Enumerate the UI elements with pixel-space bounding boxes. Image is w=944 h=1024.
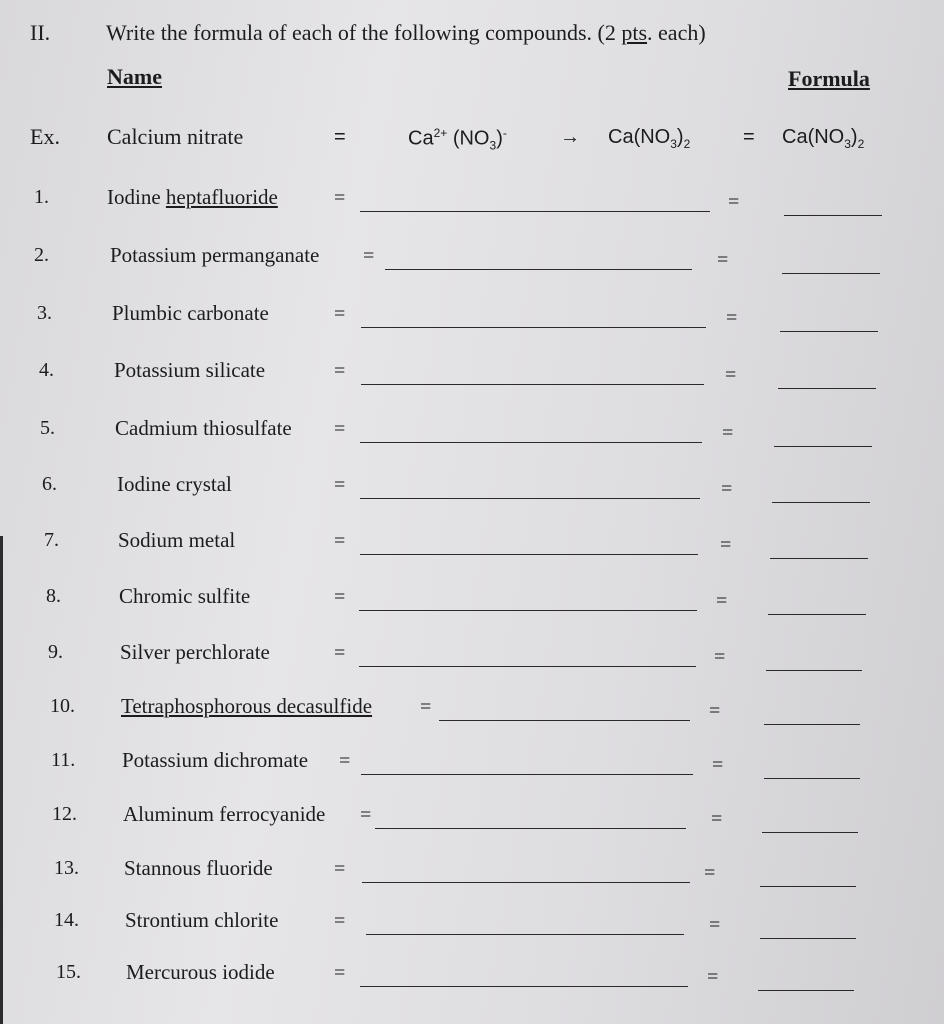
answer-blank[interactable]: [360, 986, 688, 987]
section-number: II.: [30, 20, 51, 45]
example-name: Calcium nitrate: [107, 124, 244, 149]
equals-sign: =: [420, 696, 432, 718]
equals-sign: =: [721, 478, 733, 500]
formula-blank[interactable]: [760, 938, 856, 939]
compound-name: Iodine heptafluoride: [107, 185, 278, 209]
formula-blank[interactable]: [778, 388, 876, 389]
formula-blank[interactable]: [762, 832, 858, 833]
equals-sign: =: [334, 910, 346, 932]
example-final-formula: $Ca(NO_3)_2$: [782, 126, 865, 151]
equals-sign: =: [716, 590, 728, 612]
answer-blank[interactable]: [361, 327, 706, 328]
item-number: 13.: [54, 857, 79, 879]
equals-sign: =: [334, 187, 346, 209]
answer-blank[interactable]: [375, 828, 686, 829]
instruction: Write the formula of each of the following compounds. (2 pts. each): [106, 20, 706, 45]
compound-name: Sodium metal: [118, 528, 236, 552]
equals-sign: =: [704, 862, 716, 884]
item-number: 12.: [52, 803, 77, 825]
equals-sign: =: [334, 360, 346, 382]
item-number: 5.: [40, 417, 55, 439]
equals-sign: =: [712, 754, 724, 776]
formula-blank[interactable]: [772, 502, 870, 503]
equals-sign: =: [725, 364, 737, 386]
equals-sign: =: [728, 191, 740, 213]
equals-sign: =: [360, 804, 372, 826]
formula-blank[interactable]: [764, 724, 860, 725]
compound-name: Silver perchlorate: [120, 640, 270, 664]
equals-sign: =: [334, 418, 346, 440]
compound-name: Tetraphosphorous decasulfide: [121, 694, 373, 718]
answer-blank[interactable]: [360, 554, 698, 555]
equals-sign: =: [334, 858, 346, 880]
equals-sign: =: [707, 966, 719, 988]
answer-blank[interactable]: [359, 610, 697, 611]
formula-blank[interactable]: [758, 990, 854, 991]
answer-blank[interactable]: [385, 269, 692, 270]
equals-sign: =: [334, 642, 346, 664]
item-number: 10.: [50, 695, 75, 717]
compound-name: Stannous fluoride: [124, 856, 273, 880]
example-equals-2: =: [743, 126, 755, 148]
arrow-icon: →: [560, 126, 580, 148]
answer-blank[interactable]: [360, 211, 710, 212]
item-number: 7.: [44, 529, 59, 551]
equals-sign: =: [334, 474, 346, 496]
equals-sign: =: [711, 808, 723, 830]
equals-sign: =: [722, 422, 734, 444]
equals-sign: =: [339, 750, 351, 772]
compound-name: Iodine crystal: [117, 472, 232, 496]
equals-sign: =: [334, 586, 346, 608]
answer-blank[interactable]: [360, 442, 702, 443]
compound-name: Mercurous iodide: [126, 960, 275, 984]
formula-blank[interactable]: [764, 778, 860, 779]
formula-blank[interactable]: [782, 273, 880, 274]
compound-name: Plumbic carbonate: [112, 301, 269, 325]
column-header-name: Name: [107, 64, 162, 89]
equals-sign: =: [334, 962, 346, 984]
example-ions: $Ca^{2+}$ $(NO_3)^-$: [408, 126, 507, 153]
answer-blank[interactable]: [360, 498, 700, 499]
answer-blank[interactable]: [362, 882, 690, 883]
item-number: 11.: [51, 749, 76, 771]
answer-blank[interactable]: [366, 934, 684, 935]
formula-blank[interactable]: [768, 614, 866, 615]
compound-name: Aluminum ferrocyanide: [123, 802, 326, 826]
column-header-formula: Formula: [788, 66, 870, 91]
equals-sign: =: [334, 530, 346, 552]
answer-blank[interactable]: [439, 720, 690, 721]
example-equals-1: =: [334, 126, 346, 148]
item-number: 15.: [56, 961, 81, 983]
item-number: 3.: [37, 302, 52, 324]
item-number: 1.: [34, 186, 49, 208]
compound-name: Potassium silicate: [114, 358, 266, 382]
formula-blank[interactable]: [780, 331, 878, 332]
equals-sign: =: [709, 700, 721, 722]
formula-blank[interactable]: [760, 886, 856, 887]
page-edge: [0, 536, 3, 1024]
compound-name: Potassium permanganate: [110, 243, 320, 267]
item-number: 9.: [48, 641, 63, 663]
compound-name: Potassium dichromate: [122, 748, 309, 772]
formula-blank[interactable]: [766, 670, 862, 671]
equals-sign: =: [334, 303, 346, 325]
example-step-formula: $Ca(NO_3)_2$: [608, 126, 691, 151]
equals-sign: =: [726, 307, 738, 329]
equals-sign: =: [363, 245, 375, 267]
example-label: Ex.: [30, 124, 60, 149]
item-number: 2.: [34, 244, 49, 266]
item-number: 8.: [46, 585, 61, 607]
equals-sign: =: [720, 534, 732, 556]
equals-sign: =: [709, 914, 721, 936]
formula-blank[interactable]: [774, 446, 872, 447]
formula-blank[interactable]: [770, 558, 868, 559]
equals-sign: =: [714, 646, 726, 668]
compound-name: Cadmium thiosulfate: [115, 416, 292, 440]
compound-name: Chromic sulfite: [119, 584, 251, 608]
answer-blank[interactable]: [361, 384, 704, 385]
item-number: 14.: [54, 909, 79, 931]
item-number: 4.: [39, 359, 54, 381]
compound-name: Strontium chlorite: [125, 908, 279, 932]
item-number: 6.: [42, 473, 57, 495]
formula-blank[interactable]: [784, 215, 882, 216]
equals-sign: =: [717, 249, 729, 271]
answer-blank[interactable]: [359, 666, 696, 667]
answer-blank[interactable]: [361, 774, 693, 775]
